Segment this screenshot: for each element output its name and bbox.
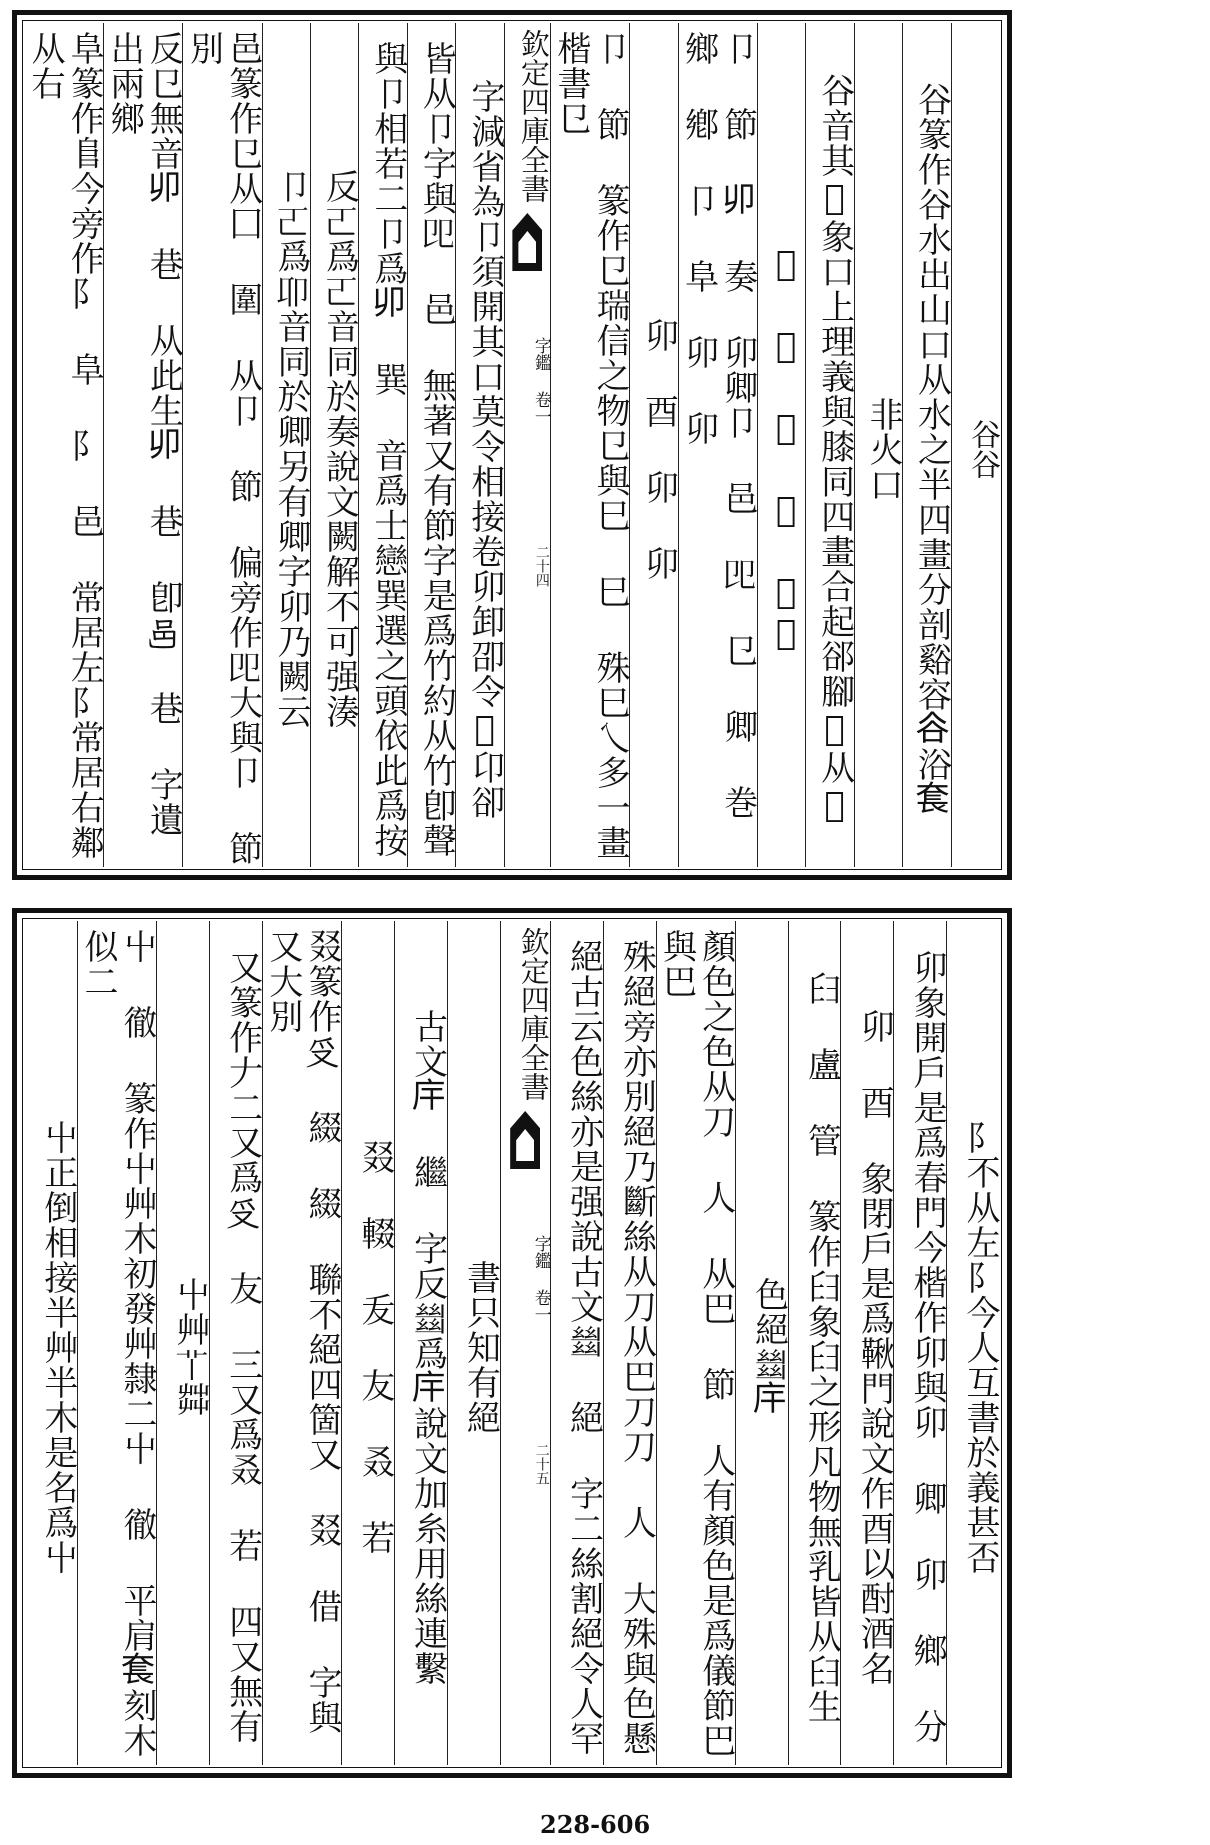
text-column (946, 921, 999, 1765)
column-text: 卩 節 𠨍 奏 卯卿卩 邑 𠨎 㔾 卿 巻 鄉 鄕 卩 阜 卯 卯 (678, 31, 758, 820)
column-text: 邑篆作㔾从囗 圍 从卩 節 偏旁作𠨎大與卩 節 別 (183, 31, 263, 866)
text-column (156, 921, 209, 1765)
column-text: 古文𢇛 繼 字反𢇍爲𢇛說文加糸用絲連繫 (407, 1008, 448, 1686)
text-column (603, 921, 656, 1765)
column-text: 字減省為卩須開其口莫令相接卷卯卸卲令𠨐卬卻 (464, 78, 505, 820)
volume-label: 字鑑 卷一 (530, 337, 551, 425)
fish-tail-mark-icon (512, 213, 542, 271)
text-column (735, 921, 788, 1765)
text-column (103, 23, 182, 867)
column-text: 阝不从左阝今人互書於義甚否 (960, 1119, 1000, 1575)
text-column (455, 23, 503, 867)
column-text: 卯 酉 卯 卯 (638, 317, 679, 581)
column-text: 顏色之色从刀 人 从巴 節 人有顏色是爲儀節巴與巴 (656, 929, 736, 1758)
book-title: 欽定四庫全書 (516, 29, 551, 203)
column-text: 殊絕旁亦別絕乃斷絲从刀从巴刀刀 人 大殊與色懸 (616, 938, 657, 1756)
top-page (12, 10, 1012, 880)
text-column (678, 23, 757, 867)
text-column (262, 921, 341, 1765)
text-column (407, 23, 455, 867)
column-text: 屮正倒相接半艸半木是名爲屮 (37, 1119, 78, 1575)
column-text: 色絕𢇍𢇛 (748, 1277, 789, 1417)
fish-tail-mark-icon (510, 1111, 540, 1169)
column-text: 反㔾無音𠨍 巷 从此生𠨍 巷 卽𨙨 巷 字遺出兩鄉 (104, 31, 184, 837)
column-text: 非火口 (863, 396, 904, 502)
column-text: 書只知有絕 (460, 1259, 501, 1435)
text-column (209, 921, 262, 1765)
folio-number: 二十五 (533, 1443, 550, 1485)
column-text: 絕古云色絲亦是强說古文𢇍 絕 字二絲割絕令人罕 (563, 938, 604, 1756)
column-text: 卯象開戶是爲春門今楷作卯與卯 卿 卯 鄉 分 (907, 950, 948, 1744)
bottom-page (12, 908, 1012, 1778)
text-column (358, 23, 406, 867)
column-text: 谷谷 (965, 419, 1000, 479)
text-column (893, 921, 946, 1765)
text-column (182, 23, 261, 867)
column-text: 谷音其𧆛象口上理義與膝同四畫合起郤腳𡘷从𠓜 (814, 72, 855, 826)
text-column (951, 23, 999, 867)
text-column (656, 921, 735, 1765)
column-text: 屮艸𦫳茻 (169, 1277, 210, 1417)
column-text: 𦥑 盧 管 篆作𦥑象𦥑之形凡物無乳皆从𦥑生 (801, 970, 842, 1724)
text-column (840, 921, 893, 1765)
center-gutter (504, 23, 550, 867)
text-column (25, 23, 103, 867)
text-column (757, 23, 805, 867)
text-column (550, 23, 629, 867)
column-text: 阜篆作𨸏今旁作阝 阜 阝 邑 常居左阝常居右鄰从右 (25, 31, 105, 860)
text-column (805, 23, 853, 867)
center-gutter (500, 921, 550, 1765)
column-text: 卩𠀀爲𠨍音同於卿另有卿字卯乃闕云 (271, 169, 312, 729)
column-text: 叕篆作𠬪 綴 綴 聯不絕四箇又 叕 借 字與又大別 (262, 929, 342, 1735)
page-number: 228-606 (540, 1810, 651, 1839)
text-column (310, 23, 358, 867)
column-text: 反𠀀爲𠀀音同於奏說文闕解不可强湊 (319, 169, 360, 729)
volume-label: 字鑑 卷一 (530, 1235, 551, 1323)
folio-number: 二十四 (533, 545, 550, 587)
column-text: 與卩相若二卩爲𠨍 巽 音爲士戀巽選之頭依此爲按 (367, 40, 408, 858)
text-column (77, 921, 156, 1765)
text-column (394, 921, 447, 1765)
text-column (902, 23, 950, 867)
column-text: 屮 徹 篆作屮艸木初發艸隸二屮 徹 平肩𡘷刻木似二 (77, 929, 158, 1758)
top-columns (25, 23, 999, 867)
text-column (629, 23, 677, 867)
column-text: 又篆作𠂇二又爲𠬪 友 三又爲叒 若 四又無有 (222, 950, 263, 1744)
text-column (788, 921, 841, 1765)
text-column (854, 23, 902, 867)
text-column (341, 921, 394, 1765)
column-text: 皆从卩字與𠨎 邑 無著又有節字是爲竹約从竹卽聲 (416, 40, 457, 858)
book-title: 欽定四庫全書 (516, 927, 551, 1101)
column-text: 𠄠 甜 𠓜 導 隸取 (766, 244, 807, 654)
column-text: 叕 輟 叐 友 叒 若 (354, 1139, 395, 1555)
column-text: 谷篆作谷水出山口从水之半四畫分剖谿容𧮫浴𡘷 (911, 81, 952, 817)
bottom-columns (25, 921, 999, 1765)
column-text: 卩 節 篆作㔾瑞信之物㔾與巳 巳 殊巳乀多一畫楷書㔾 (551, 31, 631, 860)
text-column (447, 921, 500, 1765)
text-column (550, 921, 603, 1765)
text-column (262, 23, 310, 867)
text-column (25, 921, 77, 1765)
column-text: 卯 酉 象閉戶是爲鞦門說文作酉以酎酒名 (854, 1008, 895, 1686)
